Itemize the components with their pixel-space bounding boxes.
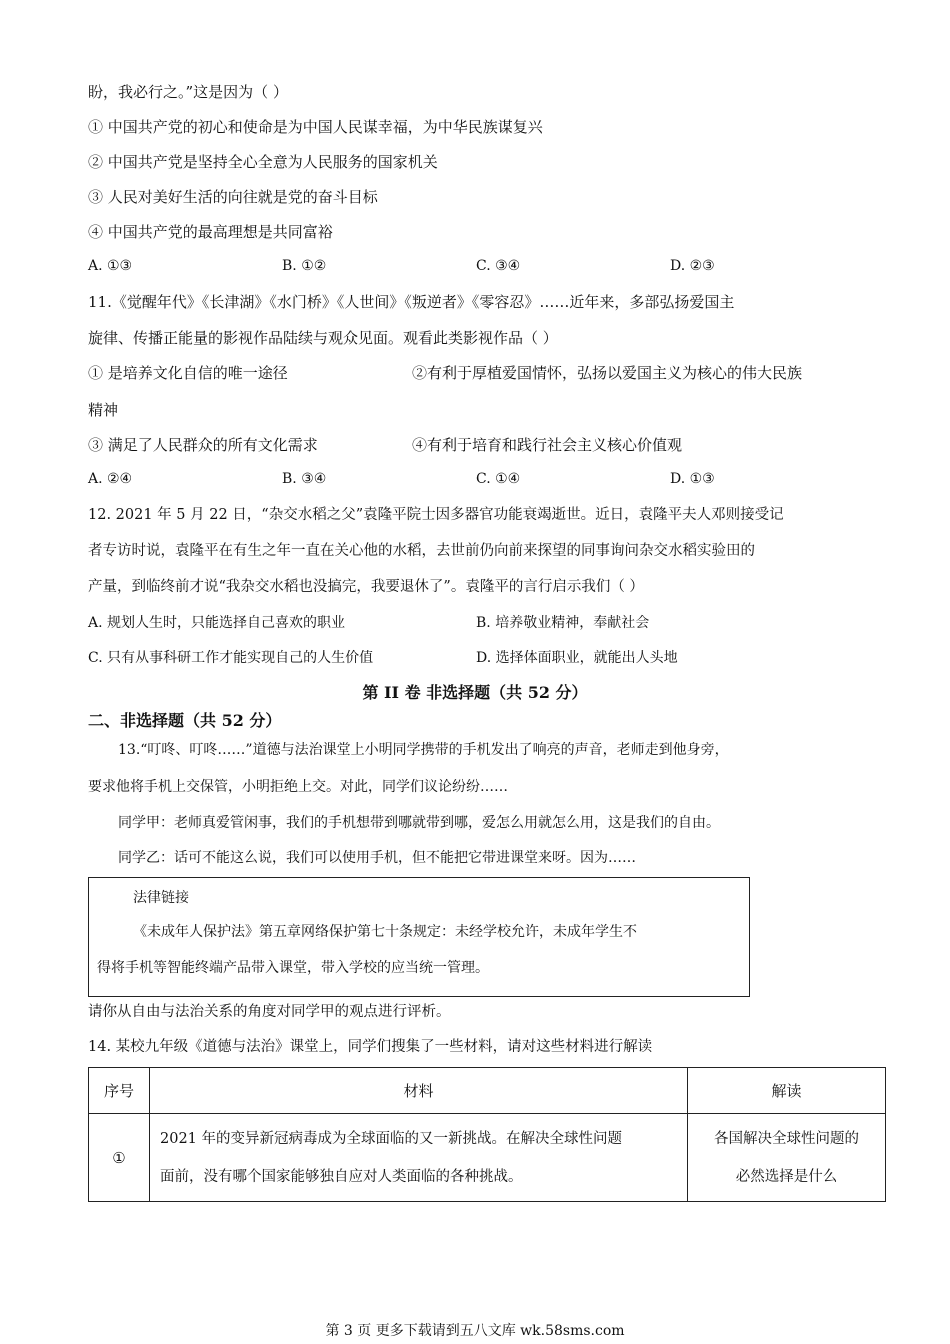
law-link-line1: 《未成年人保护法》第五章网络保护第七十条规定：未经学校允许，未成年学生不 (133, 924, 637, 940)
q10-item-4: ④ 中国共产党的最高理想是共同富裕 (88, 223, 333, 241)
q11-item-2-cont: 精神 (88, 401, 119, 419)
q11-stem-line2: 旋律、传播正能量的影视作品陆续与观众见面。观看此类影视作品（ ） (88, 329, 558, 347)
header-reading: 解读 (688, 1068, 886, 1114)
q12-option-c: C. 只有从事科研工作才能实现自己的人生价值 (88, 650, 374, 666)
q11-item-3: ③ 满足了人民群众的所有文化需求 (88, 436, 318, 454)
q10-option-b: B. ①② (282, 258, 327, 274)
q12-option-d: D. 选择体面职业，就能出人头地 (476, 650, 678, 666)
q12-stem-line1: 12. 2021 年 5 月 22 日，“杂交水稻之父”袁隆平院士因多器官功能衰竭逝世。近日，袁隆平夫人邓则接受记 (88, 507, 784, 523)
q11-option-c: C. ①④ (476, 471, 521, 487)
q10-option-c: C. ③④ (476, 258, 521, 274)
row-reading (688, 1114, 886, 1202)
q11-option-a: A. ②④ (88, 471, 133, 487)
q13-student-a: 同学甲：老师真爱管闲事，我们的手机想带到哪就带到哪，爱怎么用就怎么用，这是我们的自由。 (118, 815, 720, 831)
q12-stem-line2: 者专访时说，袁隆平在有生之年一直在关心他的水稻，去世前仍向前来探望的同事询问杂交水稻实验田的 (88, 543, 755, 559)
q11-option-b: B. ③④ (282, 471, 327, 487)
q10-option-a: A. ①③ (88, 258, 133, 274)
table-row (89, 1114, 886, 1202)
q13-question: 请你从自由与法治关系的角度对同学甲的观点进行评析。 (88, 1004, 451, 1020)
q10-item-1: ① 中国共产党的初心和使命是为中国人民谋幸福，为中华民族谋复兴 (88, 118, 543, 136)
row-material-line2: 面前，没有哪个国家能够独自应对人类面临的各种挑战。 (160, 1168, 523, 1185)
q11-item-1: ① 是培养文化自信的唯一途径 (88, 364, 288, 382)
header-index: 序号 (89, 1068, 150, 1114)
row-material (150, 1114, 688, 1202)
q12-option-a: A. 规划人生时，只能选择自己喜欢的职业 (88, 615, 346, 631)
q12-option-b: B. 培养敬业精神，奉献社会 (476, 615, 650, 631)
law-link-line2: 得将手机等智能终端产品带入课堂，带入学校的应当统一管理。 (97, 960, 489, 976)
header-material: 材料 (150, 1068, 688, 1114)
volume-title: 第 II 卷 非选择题（共 52 分） (362, 683, 588, 702)
q10-option-d: D. ②③ (670, 258, 715, 274)
q11-item-4: ④有利于培育和践行社会主义核心价值观 (412, 436, 683, 454)
q11-option-d: D. ①③ (670, 471, 715, 487)
section-heading: 二、非选择题（共 52 分） (88, 711, 282, 730)
row-reading-line2: 必然选择是什么 (735, 1168, 838, 1185)
table-header-row (89, 1068, 886, 1114)
q13-line1: 13.“叮咚、叮咚……”道德与法治课堂上小明同学携带的手机发出了响亮的声音，老师走到他身旁， (118, 742, 729, 758)
q11-item-2: ②有利于厚植爱国情怀，弘扬以爱国主义为核心的伟大民族 (412, 364, 803, 382)
q10-item-2: ② 中国共产党是坚持全心全意为人民服务的国家机关 (88, 153, 438, 171)
q10-stem-tail: 盼，我必行之。”这是因为（ ） (88, 83, 288, 101)
q14-stem: 14. 某校九年级《道德与法治》课堂上，同学们搜集了一些材料，请对这些材料进行解读 (88, 1039, 653, 1055)
q12-stem-line3: 产量，到临终前才说“我杂交水稻也没搞完，我要退休了”。袁隆平的言行启示我们（ ） (88, 579, 644, 595)
q13-student-b: 同学乙：话可不能这么说，我们可以使用手机，但不能把它带进课堂来呀。因为…… (118, 850, 636, 866)
page-footer: 第 3 页 更多下载请到五八文库 wk.58sms.com (325, 1323, 625, 1339)
row-index: ① (89, 1114, 150, 1202)
q11-stem-line1: 11.《觉醒年代》《长津湖》《水门桥》《人世间》《叛逆者》《零容忍》……近年来，多部弘扬爱国主 (88, 293, 735, 311)
q13-line2: 要求他将手机上交保管，小明拒绝上交。对此，同学们议论纷纷…… (88, 779, 508, 795)
law-link-title: 法律链接 (133, 890, 189, 906)
q10-item-3: ③ 人民对美好生活的向往就是党的奋斗目标 (88, 188, 378, 206)
row-reading-line1: 各国解决全球性问题的 (714, 1130, 859, 1147)
law-link-box (88, 877, 750, 997)
row-material-line1: 2021 年的变异新冠病毒成为全球面临的又一新挑战。在解决全球性问题 (160, 1130, 623, 1147)
materials-table (88, 1067, 886, 1202)
